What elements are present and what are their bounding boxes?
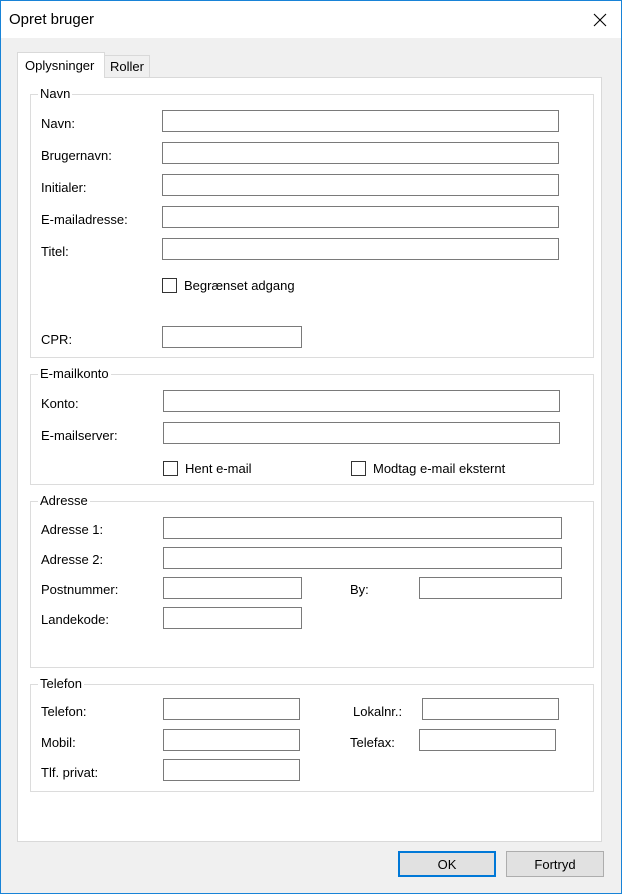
email-label: E-mailadresse: [41,212,128,227]
lokalnr-input[interactable] [422,698,559,720]
group-navn-title: Navn [40,86,71,101]
landekode-label: Landekode: [41,612,109,627]
tlf-privat-input[interactable] [163,759,300,781]
fetch-email-checkbox[interactable] [163,461,178,476]
tab-oplysninger[interactable] [17,52,105,78]
fetch-email-label[interactable]: Hent e-mail [185,461,252,476]
restricted-access-label[interactable]: Begrænset adgang [184,278,295,293]
mobil-input[interactable] [163,729,300,751]
lokalnr-label: Lokalnr.: [353,704,403,719]
group-emailkonto-title: E-mailkonto [40,366,109,381]
adresse1-label: Adresse 1: [41,522,104,537]
restricted-access-checkbox[interactable] [162,278,177,293]
group-telefon-title: Telefon [40,676,82,691]
by-input[interactable] [419,577,562,599]
telefax-label: Telefax: [350,735,395,750]
tab-oplysninger-label: Oplysninger [25,58,95,73]
close-button[interactable] [585,5,615,35]
cancel-button[interactable]: Fortryd [506,851,604,877]
by-label: By: [350,582,369,597]
emailserver-input[interactable] [163,422,560,444]
ok-button[interactable]: OK [398,851,496,877]
konto-input[interactable] [163,390,560,412]
cpr-input[interactable] [162,326,302,348]
konto-label: Konto: [41,396,79,411]
window-title: Opret bruger [9,11,95,28]
landekode-input[interactable] [163,607,302,629]
initialer-label: Initialer: [41,180,87,195]
navn-label: Navn: [41,116,75,131]
tlf-privat-label: Tlf. privat: [41,765,99,780]
brugernavn-input[interactable] [162,142,559,164]
initialer-input[interactable] [162,174,559,196]
receive-external-label[interactable]: Modtag e-mail eksternt [373,461,506,476]
postnummer-label: Postnummer: [41,582,119,597]
tab-roller-label: Roller [110,59,144,74]
tab-panel-oplysninger [17,77,602,842]
telefon-input[interactable] [163,698,300,720]
adresse2-input[interactable] [163,547,562,569]
email-input[interactable] [162,206,559,228]
brugernavn-label: Brugernavn: [41,148,112,163]
titel-input[interactable] [162,238,559,260]
adresse1-input[interactable] [163,517,562,539]
tab-roller[interactable] [104,55,150,77]
mobil-label: Mobil: [41,735,76,750]
cpr-label: CPR: [41,332,73,347]
adresse2-label: Adresse 2: [41,552,104,567]
group-adresse-title: Adresse [40,493,88,508]
titel-label: Titel: [41,244,69,259]
navn-input[interactable] [162,110,559,132]
postnummer-input[interactable] [163,577,302,599]
title-bar [1,1,621,38]
close-icon [593,13,607,27]
telefon-label: Telefon: [41,704,87,719]
receive-external-checkbox[interactable] [351,461,366,476]
telefax-input[interactable] [419,729,556,751]
emailserver-label: E-mailserver: [41,428,118,443]
